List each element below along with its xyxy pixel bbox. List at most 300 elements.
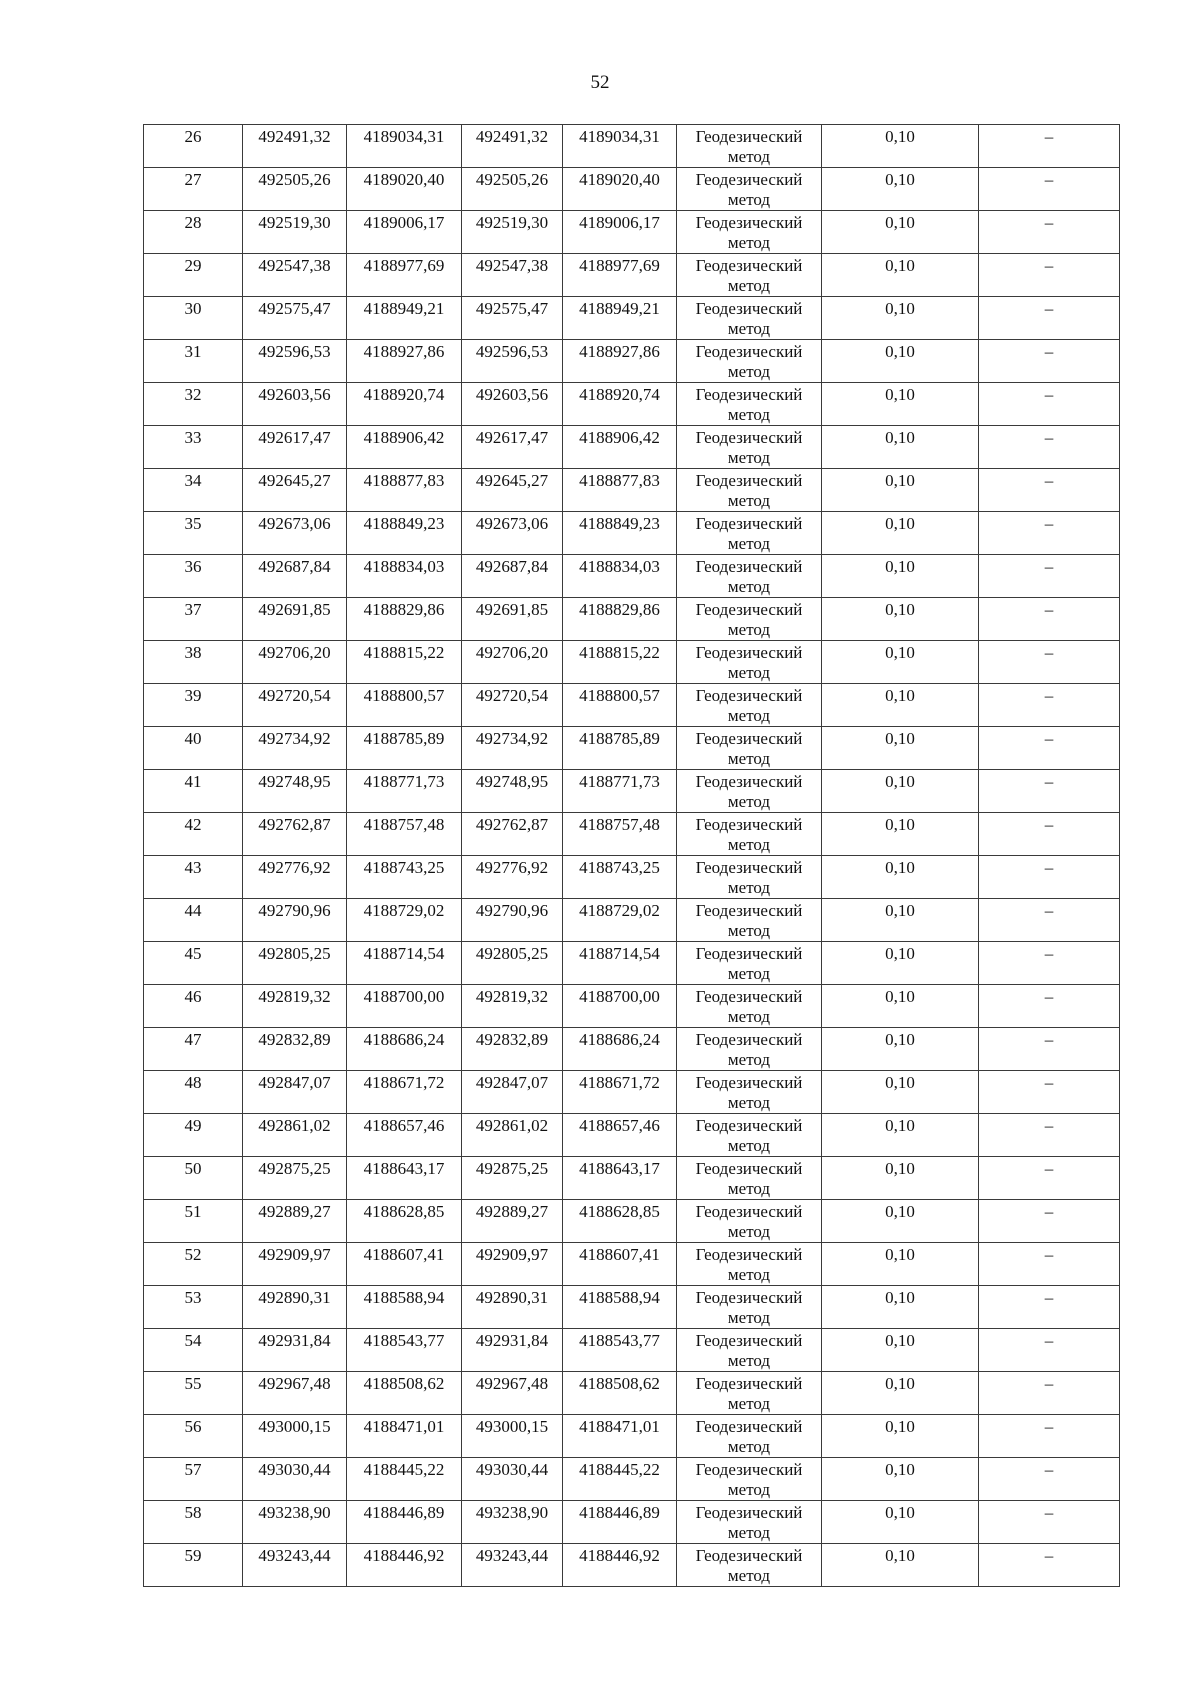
existing-y-cell bbox=[347, 1200, 462, 1243]
existing-x-cell bbox=[243, 770, 347, 813]
existing-y-cell bbox=[347, 297, 462, 340]
table-row bbox=[144, 383, 1120, 426]
point-number-cell bbox=[144, 1028, 243, 1071]
refined-y-cell-text: 4188927,86 bbox=[579, 342, 660, 361]
existing-x-cell bbox=[243, 899, 347, 942]
existing-x-cell bbox=[243, 1544, 347, 1587]
existing-y-cell bbox=[347, 254, 462, 297]
existing-x-cell bbox=[243, 1028, 347, 1071]
accuracy-cell bbox=[822, 1157, 979, 1200]
method-cell-text: Геодезический метод bbox=[695, 428, 803, 467]
point-number-cell bbox=[144, 770, 243, 813]
table-row bbox=[144, 1501, 1120, 1544]
refined-x-cell-text: 492790,96 bbox=[475, 901, 549, 920]
method-cell-text: Геодезический метод bbox=[695, 987, 803, 1026]
refined-x-cell bbox=[462, 1071, 563, 1114]
refined-x-cell bbox=[462, 254, 563, 297]
note-cell-text: – bbox=[1044, 385, 1054, 404]
accuracy-cell bbox=[822, 383, 979, 426]
point-number-cell bbox=[144, 426, 243, 469]
existing-x-cell bbox=[243, 211, 347, 254]
accuracy-cell bbox=[822, 770, 979, 813]
refined-x-cell-text: 492748,95 bbox=[475, 772, 549, 791]
refined-y-cell bbox=[563, 727, 677, 770]
point-number-cell bbox=[144, 598, 243, 641]
method-cell bbox=[677, 1501, 822, 1544]
method-cell-text: Геодезический метод bbox=[695, 1159, 803, 1198]
accuracy-cell-text: 0,10 bbox=[885, 1417, 915, 1436]
accuracy-cell bbox=[822, 125, 979, 168]
method-cell bbox=[677, 1114, 822, 1157]
existing-x-cell-text: 493000,15 bbox=[258, 1417, 331, 1436]
point-number-cell-text: 47 bbox=[184, 1030, 202, 1049]
refined-y-cell-text: 4189020,40 bbox=[579, 170, 660, 189]
table-row bbox=[144, 684, 1120, 727]
refined-y-cell bbox=[563, 211, 677, 254]
existing-x-cell bbox=[243, 856, 347, 899]
point-number-cell-text: 34 bbox=[184, 471, 202, 490]
refined-y-cell bbox=[563, 684, 677, 727]
note-cell bbox=[979, 1071, 1120, 1114]
note-cell-text: – bbox=[1044, 471, 1054, 490]
note-cell bbox=[979, 770, 1120, 813]
method-cell-text: Геодезический метод bbox=[695, 1460, 803, 1499]
existing-x-cell-text: 492909,97 bbox=[258, 1245, 331, 1264]
existing-x-cell bbox=[243, 125, 347, 168]
refined-x-cell bbox=[462, 1028, 563, 1071]
point-number-cell-text: 40 bbox=[184, 729, 202, 748]
note-cell bbox=[979, 1372, 1120, 1415]
existing-y-cell bbox=[347, 598, 462, 641]
note-cell-text: – bbox=[1044, 643, 1054, 662]
point-number-cell bbox=[144, 512, 243, 555]
method-cell bbox=[677, 985, 822, 1028]
existing-y-cell-text: 4188543,77 bbox=[363, 1331, 445, 1350]
note-cell bbox=[979, 985, 1120, 1028]
existing-y-cell bbox=[347, 1028, 462, 1071]
refined-y-cell-text: 4188445,22 bbox=[579, 1460, 660, 1479]
refined-y-cell-text: 4188686,24 bbox=[579, 1030, 660, 1049]
refined-y-cell-text: 4188785,89 bbox=[579, 729, 660, 748]
note-cell bbox=[979, 168, 1120, 211]
point-number-cell-text: 32 bbox=[184, 385, 202, 404]
table-row bbox=[144, 1200, 1120, 1243]
existing-x-cell-text: 492491,32 bbox=[258, 127, 331, 146]
existing-x-cell-text: 492596,53 bbox=[258, 342, 331, 361]
method-cell-text: Геодезический метод bbox=[695, 1374, 803, 1413]
method-cell-text: Геодезический метод bbox=[695, 643, 803, 682]
refined-x-cell-text: 493000,15 bbox=[475, 1417, 549, 1436]
existing-x-cell bbox=[243, 340, 347, 383]
point-number-cell-text: 57 bbox=[184, 1460, 202, 1479]
note-cell bbox=[979, 1243, 1120, 1286]
point-number-cell bbox=[144, 1415, 243, 1458]
point-number-cell-text: 42 bbox=[184, 815, 202, 834]
table-row bbox=[144, 727, 1120, 770]
existing-y-cell-text: 4188757,48 bbox=[363, 815, 445, 834]
method-cell-text: Геодезический метод bbox=[695, 1202, 803, 1241]
method-cell bbox=[677, 1243, 822, 1286]
existing-x-cell bbox=[243, 254, 347, 297]
table-row bbox=[144, 899, 1120, 942]
refined-y-cell-text: 4188771,73 bbox=[579, 772, 660, 791]
method-cell-text: Геодезический метод bbox=[695, 557, 803, 596]
note-cell bbox=[979, 383, 1120, 426]
note-cell-text: – bbox=[1044, 1460, 1054, 1479]
note-cell-text: – bbox=[1044, 772, 1054, 791]
point-number-cell-text: 53 bbox=[184, 1288, 202, 1307]
accuracy-cell bbox=[822, 211, 979, 254]
point-number-cell bbox=[144, 1501, 243, 1544]
accuracy-cell-text: 0,10 bbox=[885, 686, 915, 705]
note-cell bbox=[979, 1415, 1120, 1458]
refined-x-cell-text: 492889,27 bbox=[475, 1202, 549, 1221]
note-cell-text: – bbox=[1044, 342, 1054, 361]
existing-y-cell-text: 4189020,40 bbox=[363, 170, 445, 189]
accuracy-cell-text: 0,10 bbox=[885, 1503, 915, 1522]
method-cell-text: Геодезический метод bbox=[695, 944, 803, 983]
note-cell-text: – bbox=[1044, 944, 1054, 963]
existing-x-cell-text: 492547,38 bbox=[258, 256, 331, 275]
existing-y-cell bbox=[347, 641, 462, 684]
refined-y-cell-text: 4188607,41 bbox=[579, 1245, 660, 1264]
method-cell bbox=[677, 684, 822, 727]
existing-y-cell-text: 4189034,31 bbox=[363, 127, 445, 146]
point-number-cell bbox=[144, 985, 243, 1028]
refined-x-cell bbox=[462, 1372, 563, 1415]
refined-y-cell bbox=[563, 813, 677, 856]
point-number-cell-text: 48 bbox=[184, 1073, 202, 1092]
existing-x-cell-text: 492889,27 bbox=[258, 1202, 331, 1221]
refined-y-cell bbox=[563, 1415, 677, 1458]
accuracy-cell-text: 0,10 bbox=[885, 643, 915, 662]
existing-y-cell-text: 4188588,94 bbox=[363, 1288, 445, 1307]
accuracy-cell bbox=[822, 985, 979, 1028]
refined-x-cell-text: 492734,92 bbox=[475, 729, 549, 748]
refined-x-cell bbox=[462, 684, 563, 727]
refined-x-cell bbox=[462, 598, 563, 641]
note-cell-text: – bbox=[1044, 1116, 1054, 1135]
accuracy-cell bbox=[822, 684, 979, 727]
refined-y-cell bbox=[563, 340, 677, 383]
refined-y-cell-text: 4188508,62 bbox=[579, 1374, 660, 1393]
existing-y-cell bbox=[347, 1501, 462, 1544]
refined-x-cell-text: 492519,30 bbox=[475, 213, 549, 232]
note-cell bbox=[979, 899, 1120, 942]
existing-y-cell bbox=[347, 899, 462, 942]
refined-y-cell-text: 4188643,17 bbox=[579, 1159, 660, 1178]
existing-x-cell-text: 492734,92 bbox=[258, 729, 331, 748]
refined-x-cell bbox=[462, 297, 563, 340]
note-cell-text: – bbox=[1044, 1331, 1054, 1350]
point-number-cell bbox=[144, 383, 243, 426]
existing-x-cell-text: 492673,06 bbox=[258, 514, 331, 533]
refined-y-cell-text: 4188743,25 bbox=[579, 858, 660, 877]
method-cell bbox=[677, 254, 822, 297]
note-cell-text: – bbox=[1044, 256, 1054, 275]
method-cell bbox=[677, 1071, 822, 1114]
point-number-cell bbox=[144, 1243, 243, 1286]
refined-x-cell-text: 492596,53 bbox=[475, 342, 549, 361]
existing-x-cell bbox=[243, 1458, 347, 1501]
note-cell bbox=[979, 598, 1120, 641]
existing-x-cell-text: 492790,96 bbox=[258, 901, 331, 920]
note-cell-text: – bbox=[1044, 858, 1054, 877]
method-cell bbox=[677, 770, 822, 813]
refined-x-cell-text: 492875,25 bbox=[475, 1159, 549, 1178]
existing-y-cell bbox=[347, 211, 462, 254]
point-number-cell bbox=[144, 1157, 243, 1200]
note-cell bbox=[979, 727, 1120, 770]
refined-y-cell-text: 4188729,02 bbox=[579, 901, 660, 920]
refined-x-cell-text: 492819,32 bbox=[475, 987, 549, 1006]
refined-x-cell-text: 492931,84 bbox=[475, 1331, 549, 1350]
existing-x-cell bbox=[243, 512, 347, 555]
existing-x-cell bbox=[243, 813, 347, 856]
accuracy-cell bbox=[822, 1200, 979, 1243]
accuracy-cell bbox=[822, 1372, 979, 1415]
table-row bbox=[144, 555, 1120, 598]
method-cell bbox=[677, 426, 822, 469]
refined-x-cell bbox=[462, 1501, 563, 1544]
accuracy-cell-text: 0,10 bbox=[885, 1331, 915, 1350]
accuracy-cell-text: 0,10 bbox=[885, 858, 915, 877]
accuracy-cell-text: 0,10 bbox=[885, 256, 915, 275]
table-row bbox=[144, 942, 1120, 985]
existing-y-cell-text: 4188949,21 bbox=[363, 299, 445, 318]
accuracy-cell bbox=[822, 1243, 979, 1286]
refined-y-cell-text: 4188815,22 bbox=[579, 643, 660, 662]
point-number-cell bbox=[144, 813, 243, 856]
existing-x-cell-text: 492890,31 bbox=[258, 1288, 331, 1307]
note-cell-text: – bbox=[1044, 1546, 1054, 1565]
table-row bbox=[144, 856, 1120, 899]
accuracy-cell bbox=[822, 899, 979, 942]
existing-y-cell bbox=[347, 168, 462, 211]
existing-x-cell-text: 492861,02 bbox=[258, 1116, 331, 1135]
method-cell-text: Геодезический метод bbox=[695, 170, 803, 209]
accuracy-cell-text: 0,10 bbox=[885, 815, 915, 834]
accuracy-cell bbox=[822, 942, 979, 985]
note-cell-text: – bbox=[1044, 1245, 1054, 1264]
existing-y-cell bbox=[347, 942, 462, 985]
existing-x-cell bbox=[243, 555, 347, 598]
point-number-cell bbox=[144, 211, 243, 254]
refined-x-cell bbox=[462, 1114, 563, 1157]
method-cell-text: Геодезический метод bbox=[695, 772, 803, 811]
existing-y-cell bbox=[347, 985, 462, 1028]
accuracy-cell bbox=[822, 512, 979, 555]
accuracy-cell-text: 0,10 bbox=[885, 944, 915, 963]
accuracy-cell-text: 0,10 bbox=[885, 213, 915, 232]
refined-x-cell-text: 492890,31 bbox=[475, 1288, 549, 1307]
refined-x-cell-text: 492805,25 bbox=[475, 944, 549, 963]
existing-x-cell-text: 493030,44 bbox=[258, 1460, 331, 1479]
existing-x-cell bbox=[243, 1329, 347, 1372]
refined-y-cell-text: 4189034,31 bbox=[579, 127, 660, 146]
refined-y-cell bbox=[563, 1114, 677, 1157]
existing-y-cell bbox=[347, 340, 462, 383]
point-number-cell-text: 58 bbox=[184, 1503, 202, 1522]
method-cell-text: Геодезический метод bbox=[695, 600, 803, 639]
method-cell-text: Геодезический метод bbox=[695, 1116, 803, 1155]
method-cell bbox=[677, 469, 822, 512]
refined-y-cell bbox=[563, 770, 677, 813]
method-cell-text: Геодезический метод bbox=[695, 1546, 803, 1585]
refined-y-cell bbox=[563, 383, 677, 426]
note-cell bbox=[979, 1458, 1120, 1501]
table-row bbox=[144, 985, 1120, 1028]
refined-y-cell bbox=[563, 1544, 677, 1587]
note-cell bbox=[979, 684, 1120, 727]
point-number-cell bbox=[144, 942, 243, 985]
method-cell-text: Геодезический метод bbox=[695, 385, 803, 424]
refined-x-cell-text: 492505,26 bbox=[475, 170, 549, 189]
point-number-cell bbox=[144, 1071, 243, 1114]
note-cell-text: – bbox=[1044, 1417, 1054, 1436]
existing-x-cell-text: 492931,84 bbox=[258, 1331, 331, 1350]
accuracy-cell-text: 0,10 bbox=[885, 428, 915, 447]
refined-x-cell bbox=[462, 942, 563, 985]
accuracy-cell-text: 0,10 bbox=[885, 1030, 915, 1049]
refined-x-cell bbox=[462, 1286, 563, 1329]
note-cell-text: – bbox=[1044, 987, 1054, 1006]
refined-y-cell-text: 4188446,89 bbox=[579, 1503, 660, 1522]
existing-y-cell bbox=[347, 426, 462, 469]
note-cell-text: – bbox=[1044, 428, 1054, 447]
refined-y-cell-text: 4189006,17 bbox=[579, 213, 660, 232]
existing-x-cell-text: 492847,07 bbox=[258, 1073, 331, 1092]
point-number-cell-text: 49 bbox=[184, 1116, 202, 1135]
method-cell bbox=[677, 1544, 822, 1587]
refined-y-cell-text: 4188757,48 bbox=[579, 815, 660, 834]
coordinates-table bbox=[143, 124, 1120, 1587]
table-row bbox=[144, 770, 1120, 813]
table-row bbox=[144, 211, 1120, 254]
point-number-cell-text: 39 bbox=[184, 686, 202, 705]
refined-y-cell bbox=[563, 1071, 677, 1114]
accuracy-cell-text: 0,10 bbox=[885, 557, 915, 576]
refined-x-cell bbox=[462, 125, 563, 168]
existing-y-cell-text: 4188977,69 bbox=[363, 256, 445, 275]
existing-x-cell bbox=[243, 598, 347, 641]
accuracy-cell bbox=[822, 469, 979, 512]
existing-x-cell bbox=[243, 942, 347, 985]
existing-x-cell bbox=[243, 1501, 347, 1544]
accuracy-cell-text: 0,10 bbox=[885, 385, 915, 404]
refined-x-cell bbox=[462, 1200, 563, 1243]
accuracy-cell-text: 0,10 bbox=[885, 1374, 915, 1393]
refined-x-cell-text: 492575,47 bbox=[475, 299, 549, 318]
note-cell-text: – bbox=[1044, 901, 1054, 920]
accuracy-cell-text: 0,10 bbox=[885, 1460, 915, 1479]
existing-x-cell bbox=[243, 297, 347, 340]
note-cell bbox=[979, 469, 1120, 512]
existing-y-cell bbox=[347, 1544, 462, 1587]
note-cell bbox=[979, 125, 1120, 168]
point-number-cell-text: 30 bbox=[184, 299, 202, 318]
method-cell bbox=[677, 1329, 822, 1372]
refined-x-cell bbox=[462, 426, 563, 469]
note-cell-text: – bbox=[1044, 1503, 1054, 1522]
existing-x-cell-text: 492687,84 bbox=[258, 557, 331, 576]
refined-x-cell-text: 492673,06 bbox=[475, 514, 549, 533]
refined-y-cell bbox=[563, 297, 677, 340]
existing-y-cell bbox=[347, 1329, 462, 1372]
note-cell bbox=[979, 1114, 1120, 1157]
existing-x-cell-text: 492691,85 bbox=[258, 600, 331, 619]
method-cell-text: Геодезический метод bbox=[695, 815, 803, 854]
note-cell bbox=[979, 254, 1120, 297]
refined-x-cell bbox=[462, 813, 563, 856]
note-cell-text: – bbox=[1044, 815, 1054, 834]
existing-y-cell bbox=[347, 512, 462, 555]
refined-y-cell-text: 4188849,23 bbox=[579, 514, 660, 533]
point-number-cell bbox=[144, 1114, 243, 1157]
refined-x-cell bbox=[462, 555, 563, 598]
accuracy-cell-text: 0,10 bbox=[885, 901, 915, 920]
existing-y-cell bbox=[347, 125, 462, 168]
refined-x-cell-text: 492617,47 bbox=[475, 428, 549, 447]
point-number-cell bbox=[144, 1200, 243, 1243]
accuracy-cell bbox=[822, 426, 979, 469]
existing-x-cell bbox=[243, 727, 347, 770]
point-number-cell bbox=[144, 641, 243, 684]
refined-y-cell-text: 4188714,54 bbox=[579, 944, 660, 963]
point-number-cell-text: 35 bbox=[184, 514, 202, 533]
accuracy-cell bbox=[822, 813, 979, 856]
existing-x-cell-text: 492519,30 bbox=[258, 213, 331, 232]
point-number-cell bbox=[144, 684, 243, 727]
refined-y-cell-text: 4188920,74 bbox=[579, 385, 660, 404]
point-number-cell-text: 36 bbox=[184, 557, 202, 576]
existing-y-cell bbox=[347, 1157, 462, 1200]
accuracy-cell-text: 0,10 bbox=[885, 127, 915, 146]
existing-y-cell-text: 4188785,89 bbox=[363, 729, 445, 748]
note-cell-text: – bbox=[1044, 1030, 1054, 1049]
accuracy-cell bbox=[822, 168, 979, 211]
accuracy-cell-text: 0,10 bbox=[885, 1073, 915, 1092]
refined-y-cell-text: 4188628,85 bbox=[579, 1202, 660, 1221]
refined-y-cell bbox=[563, 1028, 677, 1071]
existing-x-cell-text: 492645,27 bbox=[258, 471, 331, 490]
refined-y-cell-text: 4188949,21 bbox=[579, 299, 660, 318]
existing-x-cell bbox=[243, 469, 347, 512]
existing-y-cell-text: 4188834,03 bbox=[363, 557, 445, 576]
refined-y-cell bbox=[563, 1157, 677, 1200]
method-cell bbox=[677, 340, 822, 383]
note-cell-text: – bbox=[1044, 213, 1054, 232]
point-number-cell-text: 52 bbox=[184, 1245, 202, 1264]
existing-y-cell bbox=[347, 1415, 462, 1458]
accuracy-cell bbox=[822, 555, 979, 598]
refined-y-cell bbox=[563, 856, 677, 899]
accuracy-cell bbox=[822, 297, 979, 340]
point-number-cell bbox=[144, 125, 243, 168]
accuracy-cell bbox=[822, 641, 979, 684]
note-cell-text: – bbox=[1044, 170, 1054, 189]
existing-x-cell bbox=[243, 684, 347, 727]
refined-x-cell-text: 492762,87 bbox=[475, 815, 549, 834]
refined-x-cell-text: 492547,38 bbox=[475, 256, 549, 275]
table-row bbox=[144, 340, 1120, 383]
table-row bbox=[144, 1157, 1120, 1200]
accuracy-cell-text: 0,10 bbox=[885, 1159, 915, 1178]
accuracy-cell bbox=[822, 1114, 979, 1157]
accuracy-cell bbox=[822, 1501, 979, 1544]
method-cell bbox=[677, 211, 822, 254]
refined-x-cell-text: 492909,97 bbox=[475, 1245, 549, 1264]
